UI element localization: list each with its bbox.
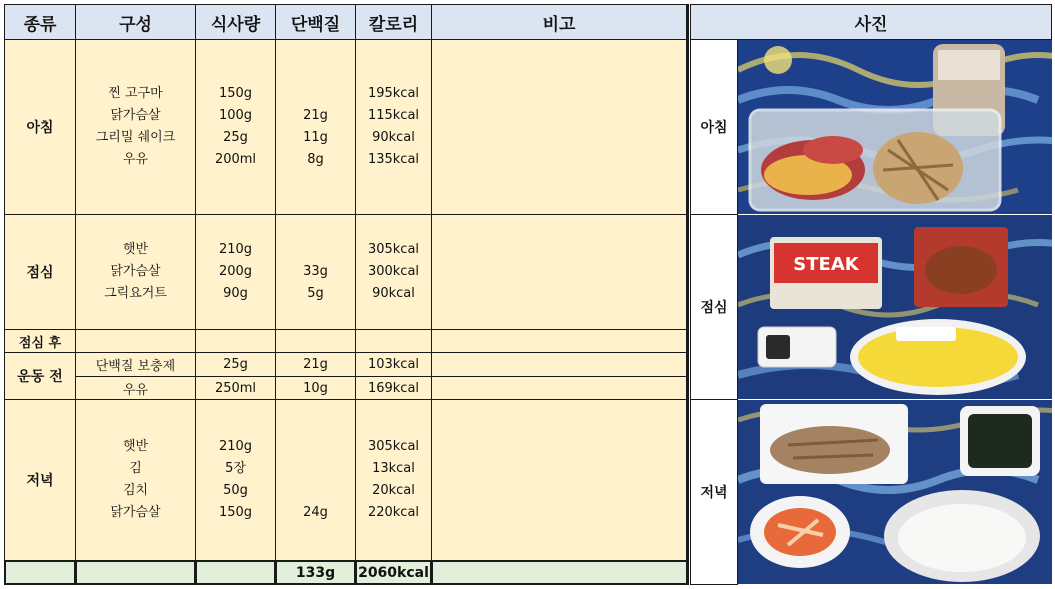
list-item: 11g <box>303 130 328 145</box>
dinner-photo-image <box>738 400 1052 584</box>
list-item: 210g <box>218 439 253 454</box>
pre-workout-notes-1[interactable] <box>431 352 689 377</box>
after-lunch-protein <box>275 329 356 353</box>
meal-label-pre-workout: 운동 전 <box>4 352 76 400</box>
list-item <box>313 480 317 502</box>
list-item: 우유 <box>122 152 149 167</box>
list-item: 150g <box>218 505 253 520</box>
meal-label-breakfast: 아침 <box>4 39 76 215</box>
list-item: 21g <box>303 108 328 123</box>
list-item: 90g <box>223 286 248 301</box>
header-composition: 구성 <box>75 4 196 40</box>
photo-label-lunch: 점심 <box>690 214 738 400</box>
total-notes <box>431 560 689 585</box>
list-item: 햇반 <box>122 242 149 257</box>
header-calories: 칼로리 <box>355 4 432 40</box>
list-item: 그리밀 쉐이크 <box>95 130 176 145</box>
list-item: 닭가슴살 <box>110 505 161 520</box>
meal-label-after-lunch: 점심 후 <box>4 329 76 353</box>
table-row-cell: 우유 <box>75 376 196 400</box>
list-item: 150g <box>218 86 253 101</box>
after-lunch-items <box>75 329 196 353</box>
list-item: 닭가슴살 <box>110 108 161 123</box>
list-item: 100g <box>218 108 253 123</box>
list-item: 33g <box>303 264 328 279</box>
breakfast-calories <box>355 39 432 215</box>
lunch-photo <box>738 215 1052 399</box>
breakfast-photo-image <box>738 40 1052 214</box>
photo-label-breakfast: 아침 <box>690 39 738 215</box>
list-item: 김치 <box>122 483 149 498</box>
lunch-protein <box>275 214 356 330</box>
photo-label-dinner: 저녁 <box>690 399 738 585</box>
list-item: 135kcal <box>367 152 420 167</box>
list-item <box>313 83 317 105</box>
dinner-items <box>75 399 196 561</box>
list-item: 8g <box>307 152 324 167</box>
table-row-cell: 단백질 보충제 <box>75 352 196 377</box>
list-item <box>313 239 317 261</box>
list-item: 300kcal <box>367 264 420 279</box>
pre-workout-notes-2[interactable] <box>431 376 689 400</box>
list-item: 25g <box>223 130 248 145</box>
dinner-calories <box>355 399 432 561</box>
header-photo: 사진 <box>690 4 1052 40</box>
breakfast-items <box>75 39 196 215</box>
total-calories: 2060kcal <box>355 560 432 585</box>
total-empty-1 <box>4 560 76 585</box>
header-notes: 비고 <box>431 4 689 40</box>
after-lunch-calories <box>355 329 432 353</box>
list-item: 90kcal <box>372 286 415 301</box>
list-item: 그릭요거트 <box>104 286 167 301</box>
header-protein: 단백질 <box>275 4 356 40</box>
list-item: 5g <box>307 286 324 301</box>
list-item: 김 <box>129 461 142 476</box>
breakfast-protein <box>275 39 356 215</box>
list-item <box>313 458 317 480</box>
list-item: 210g <box>218 242 253 257</box>
after-lunch-amounts <box>195 329 276 353</box>
total-empty-3 <box>195 560 276 585</box>
list-item <box>313 436 317 458</box>
list-item: 305kcal <box>367 242 420 257</box>
breakfast-amounts <box>195 39 276 215</box>
list-item: 20kcal <box>372 483 415 498</box>
list-item: 115kcal <box>367 108 420 123</box>
after-lunch-notes[interactable] <box>431 329 689 353</box>
meal-label-lunch: 점심 <box>4 214 76 330</box>
breakfast-photo <box>738 40 1052 214</box>
table-row-cell: 103kcal <box>355 352 432 377</box>
list-item: 220kcal <box>367 505 420 520</box>
table-row-cell: 21g <box>275 352 356 377</box>
dinner-protein <box>275 399 356 561</box>
meal-label-dinner: 저녁 <box>4 399 76 561</box>
table-row-cell: 169kcal <box>355 376 432 400</box>
lunch-photo-image <box>738 215 1052 399</box>
list-item: 195kcal <box>367 86 420 101</box>
table-row-cell: 10g <box>275 376 356 400</box>
list-item: 200g <box>218 264 253 279</box>
lunch-amounts <box>195 214 276 330</box>
list-item: 햇반 <box>122 439 149 454</box>
total-protein: 133g <box>275 560 356 585</box>
list-item: 찐 고구마 <box>108 86 163 101</box>
table-row-cell: 250ml <box>195 376 276 400</box>
breakfast-notes[interactable] <box>431 39 689 215</box>
list-item: 200ml <box>214 152 257 167</box>
list-item: 24g <box>303 505 328 520</box>
svg-text:STEAK: STEAK <box>793 254 859 275</box>
list-item: 닭가슴살 <box>110 264 161 279</box>
lunch-notes[interactable] <box>431 214 689 330</box>
list-item: 13kcal <box>372 461 415 476</box>
list-item: 90kcal <box>372 130 415 145</box>
header-type: 종류 <box>4 4 76 40</box>
list-item: 5장 <box>225 461 246 476</box>
table-row-cell: 25g <box>195 352 276 377</box>
header-amount: 식사량 <box>195 4 276 40</box>
total-empty-2 <box>75 560 196 585</box>
lunch-items <box>75 214 196 330</box>
dinner-photo <box>738 400 1052 584</box>
list-item: 305kcal <box>367 439 420 454</box>
dinner-amounts <box>195 399 276 561</box>
lunch-calories <box>355 214 432 330</box>
dinner-notes[interactable] <box>431 399 689 561</box>
list-item: 50g <box>223 483 248 498</box>
